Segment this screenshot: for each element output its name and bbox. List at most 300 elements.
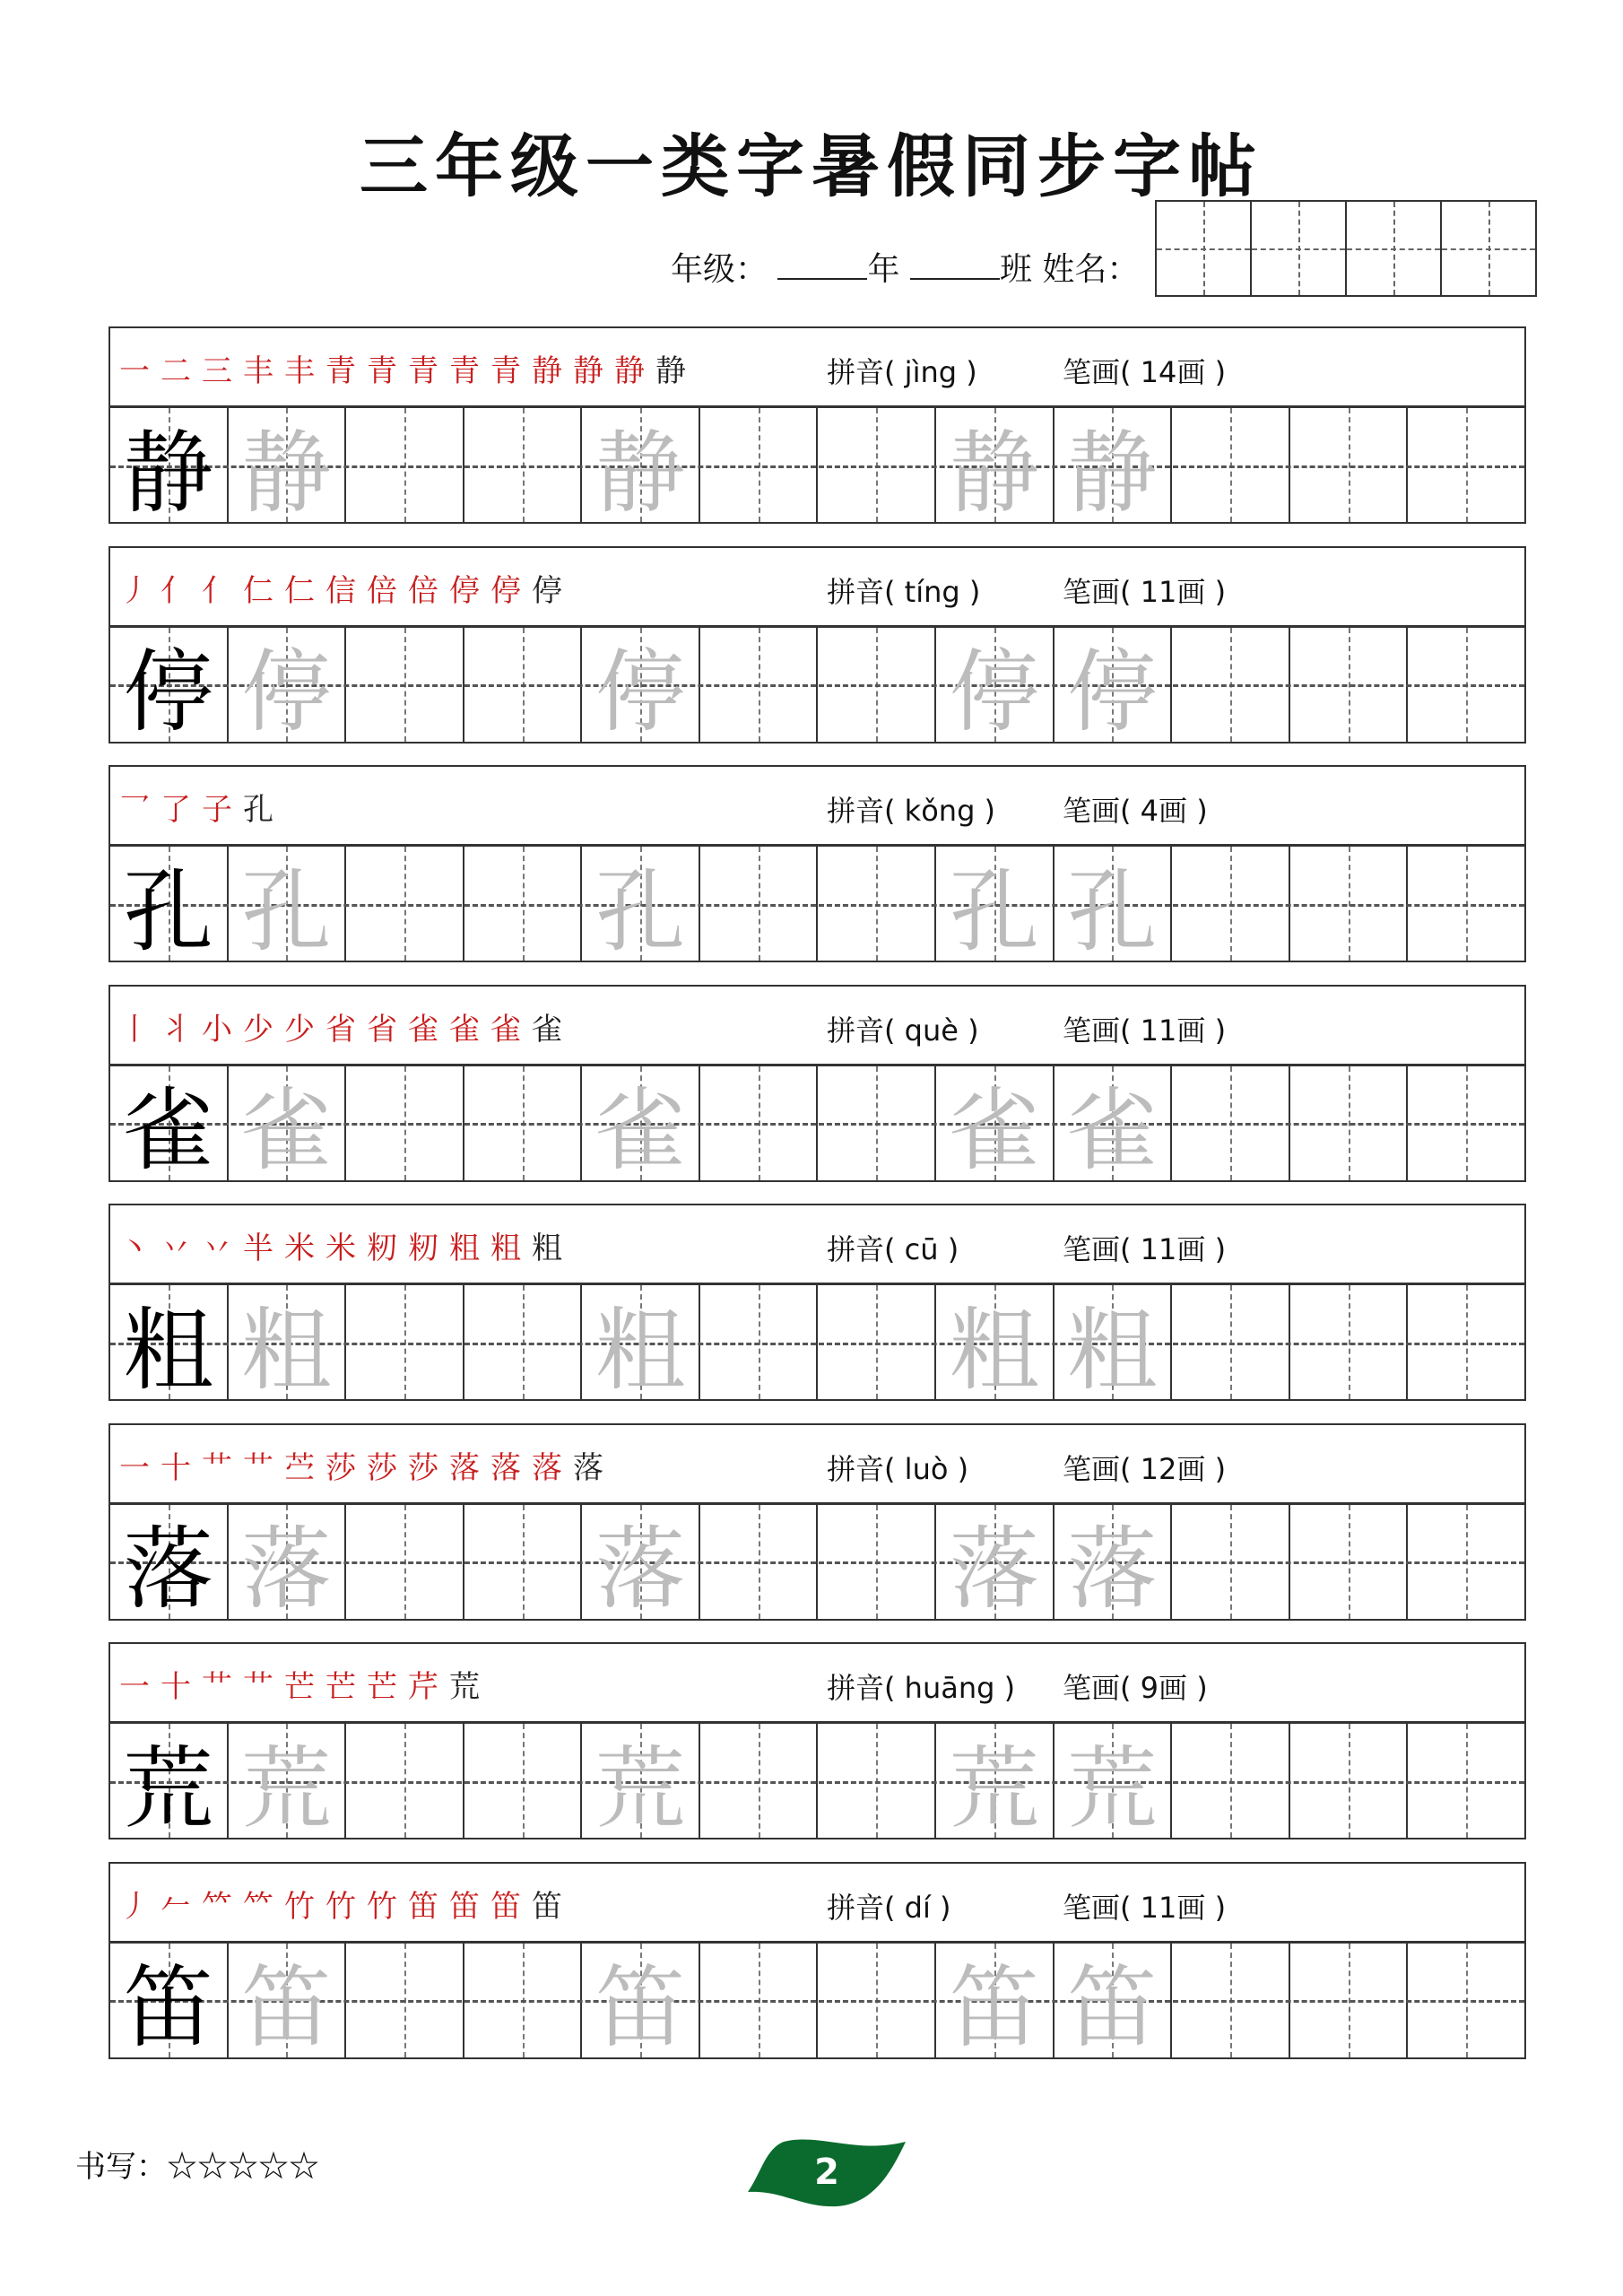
stroke-count-label: 笔画 [1063,1451,1121,1486]
pinyin: 拼音( jìng ) [827,355,977,389]
model-cell [110,1066,229,1183]
trace-cell[interactable] [1055,1505,1173,1622]
stroke-step: 半 [243,1231,273,1266]
practice-cell[interactable] [346,1724,464,1838]
trace-character: 雀 [1067,1078,1158,1183]
stroke-step: 小 [202,1011,232,1048]
trace-character: 荒 [595,1735,686,1841]
practice-grid [110,1944,1524,2060]
practice-cell[interactable] [1408,847,1524,961]
stroke-step: 荒 [449,1669,480,1705]
practice-cell[interactable] [1408,628,1524,742]
block-header [110,1864,1524,1944]
page-title: 三年级一类字暑假同步字帖 [360,126,1263,206]
stroke-step: 芒 [284,1669,315,1705]
stroke-step: 一 [119,1449,150,1486]
pinyin-value: jìng [904,355,958,389]
trace-character: 静 [1067,420,1158,526]
name-box[interactable] [1347,202,1442,295]
character-block [108,1862,1526,2059]
trace-character: 荒 [1067,1735,1158,1841]
stroke-step: 静 [614,353,645,389]
trace-cell[interactable] [582,408,700,526]
stroke-step: 艹 [243,1449,273,1486]
stroke-order [119,785,273,829]
stroke-count-value: 11画 [1140,1013,1206,1048]
pinyin-value: tíng [904,574,960,609]
stroke-step: 仁 [243,572,273,609]
practice-cell[interactable] [700,847,819,961]
block-header [110,328,1524,408]
character-block [108,985,1526,1182]
trace-cell[interactable] [582,847,700,964]
block-header [110,987,1524,1066]
practice-grid [110,408,1524,526]
trace-cell[interactable] [229,628,347,742]
practice-cell[interactable] [464,1285,583,1399]
grade-label: 年级： [671,251,768,288]
stroke-step: 孔 [243,792,273,828]
trace-character: 笛 [1067,1955,1158,2060]
stroke-step: 丷 [161,1231,191,1266]
practice-cell[interactable] [346,847,464,961]
stroke-order [119,1223,562,1267]
stroke-step: 竹 [284,1888,315,1925]
stroke-step: 莎 [367,1449,397,1486]
practice-cell[interactable] [346,1066,464,1180]
trace-cell[interactable] [1055,1285,1173,1403]
pinyin: 拼音( tíng ) [827,574,981,609]
stroke-order [119,1004,562,1048]
pinyin: 拼音( huāng ) [827,1671,1016,1705]
stroke-step: 丰 [243,353,273,389]
practice-cell[interactable] [346,408,464,522]
model-cell [110,1505,229,1622]
writing-rating [75,2142,319,2186]
stroke-step: 停 [532,572,562,609]
trace-cell[interactable] [1055,1724,1173,1841]
trace-character: 静 [241,420,332,526]
name-boxes [1155,200,1537,297]
stroke-step: 雀 [532,1011,562,1048]
stroke-step: 竹 [325,1888,356,1925]
trace-cell[interactable] [582,1944,700,2060]
stroke-step: 少 [243,1011,273,1048]
practice-cell[interactable] [818,1505,936,1619]
trace-cell[interactable] [582,1285,700,1403]
stroke-count: 笔画( 11画 ) [1063,1013,1227,1048]
stroke-step: 丿 [119,1888,150,1925]
stroke-count-label: 笔画 [1063,574,1121,609]
trace-cell[interactable] [936,1285,1055,1403]
practice-grid [110,847,1524,964]
stroke-step: 莎 [408,1449,438,1486]
model-cell [110,1944,229,2060]
stroke-step: 丷 [202,1231,232,1266]
practice-cell[interactable] [464,847,583,961]
practice-cell[interactable] [1408,1066,1524,1180]
practice-cell[interactable] [1172,628,1290,742]
practice-cell[interactable] [1172,1505,1290,1619]
pinyin: 拼音( kǒng ) [827,794,996,828]
practice-cell[interactable] [700,1944,819,2057]
stroke-step: 𥫗 [202,1888,232,1925]
trace-cell[interactable] [936,1066,1055,1183]
practice-cell[interactable] [1172,1285,1290,1399]
trace-cell[interactable] [582,1724,700,1841]
practice-cell[interactable] [1172,847,1290,961]
trace-character: 落 [949,1517,1039,1622]
class-blank[interactable] [910,251,1000,280]
practice-cell[interactable] [1172,1944,1290,2057]
pinyin-value: luò [904,1451,949,1486]
class-suffix: 班 [999,251,1032,288]
pinyin-label: 拼音 [827,355,885,389]
trace-character: 孔 [595,858,686,964]
student-info-line [671,244,1139,290]
practice-cell[interactable] [818,1944,936,2057]
practice-cell[interactable] [700,1285,819,1399]
trace-character: 粗 [949,1297,1039,1403]
practice-cell[interactable] [1172,1066,1290,1180]
trace-cell[interactable] [229,1944,347,2060]
pinyin: 拼音( què ) [827,1013,979,1048]
trace-cell[interactable] [229,847,347,964]
pinyin-label: 拼音 [827,1451,885,1486]
stroke-step: 十 [161,1669,191,1705]
practice-cell[interactable] [346,1944,464,2057]
stroke-step: 青 [449,353,480,389]
stroke-step: 落 [490,1449,521,1486]
pinyin-value: huāng [904,1671,995,1705]
stroke-step: 乛 [119,792,150,828]
pinyin: 拼音( dí ) [827,1890,951,1925]
stroke-count-value: 12画 [1140,1451,1206,1486]
practice-cell[interactable] [1290,1285,1409,1399]
trace-cell[interactable] [936,847,1055,964]
practice-cell[interactable] [1290,1505,1409,1619]
stroke-step: 芹 [408,1669,438,1705]
stroke-step: 青 [325,353,356,389]
trace-cell[interactable] [936,1505,1055,1622]
stroke-count-value: 11画 [1140,1232,1206,1266]
stroke-step: 静 [532,353,562,389]
trace-cell[interactable] [582,1505,700,1622]
practice-cell[interactable] [346,1285,464,1399]
practice-grid [110,1285,1524,1403]
stroke-step: 笛 [490,1888,521,1925]
stroke-step: 省 [367,1011,397,1048]
trace-cell[interactable] [1055,1944,1173,2060]
stroke-step: 艹 [243,1669,273,1705]
name-box[interactable] [1442,202,1535,295]
stroke-order [119,346,686,390]
stroke-order [119,1882,562,1926]
stroke-step: 籾 [367,1231,397,1266]
stroke-step: 丶 [119,1231,150,1266]
block-header [110,767,1524,847]
practice-cell[interactable] [1290,628,1409,742]
stroke-order [119,1443,603,1487]
stroke-step: 亻 [202,572,232,609]
character-block [108,1204,1526,1401]
practice-cell[interactable] [346,628,464,742]
practice-grid [110,1724,1524,1841]
model-cell [110,408,229,526]
trace-character: 停 [595,639,686,744]
stroke-count: 笔画( 11画 ) [1063,1890,1227,1925]
trace-cell[interactable] [1055,408,1173,526]
stroke-count-label: 笔画 [1063,1232,1121,1266]
practice-cell[interactable] [700,408,819,522]
practice-cell[interactable] [700,1066,819,1180]
trace-character: 荒 [949,1735,1039,1841]
practice-cell[interactable] [700,1724,819,1838]
rating-stars[interactable]: ☆☆☆☆☆ [167,2149,319,2185]
practice-cell[interactable] [818,628,936,742]
stroke-step: 了 [161,792,191,828]
practice-cell[interactable] [464,1724,583,1838]
model-character: 笛 [123,1955,213,2060]
stroke-step: 落 [573,1449,603,1486]
stroke-count: 笔画( 4画 ) [1063,794,1208,828]
stroke-count: 笔画( 11画 ) [1063,1232,1227,1266]
stroke-count: 笔画( 11画 ) [1063,574,1227,609]
practice-cell[interactable] [1290,1944,1409,2057]
stroke-step: 停 [449,572,480,609]
practice-cell[interactable] [464,1944,583,2057]
stroke-step: 芒 [325,1669,356,1705]
stroke-count: 笔画( 9画 ) [1063,1671,1208,1705]
pinyin: 拼音( cū ) [827,1232,959,1266]
page-number: 2 [814,2152,839,2193]
stroke-step: 莎 [325,1449,356,1486]
block-header [110,1644,1524,1724]
trace-character: 雀 [241,1078,332,1183]
trace-character: 雀 [949,1078,1039,1183]
stroke-order [119,566,562,610]
trace-cell[interactable] [1055,1066,1173,1183]
trace-character: 笛 [595,1955,686,2060]
trace-cell[interactable] [1055,628,1173,742]
practice-cell[interactable] [700,628,819,742]
stroke-count-value: 9画 [1140,1671,1188,1705]
practice-cell[interactable] [818,1724,936,1838]
practice-cell[interactable] [1408,408,1524,522]
stroke-step: 子 [202,792,232,828]
stroke-count-label: 笔画 [1063,794,1121,828]
pinyin-label: 拼音 [827,1232,885,1266]
practice-cell[interactable] [464,1066,583,1180]
character-block [108,1642,1526,1839]
stroke-step: 艹 [202,1669,232,1705]
stroke-step: 苎 [284,1449,315,1486]
year-blank[interactable] [777,251,867,280]
stroke-count-label: 笔画 [1063,1890,1121,1925]
practice-cell[interactable] [464,628,583,742]
year-suffix: 年 [867,251,900,288]
practice-cell[interactable] [1290,1066,1409,1180]
trace-character: 静 [949,420,1039,526]
trace-character: 落 [241,1517,332,1622]
stroke-step: 倍 [408,572,438,609]
stroke-step: 一 [119,353,150,389]
stroke-step: 雀 [449,1011,480,1048]
model-cell [110,628,229,742]
trace-character: 孔 [241,858,332,964]
stroke-step: 青 [490,353,521,389]
page-number-badge [748,2136,906,2208]
practice-cell[interactable] [818,847,936,961]
practice-cell[interactable] [464,1505,583,1619]
trace-cell[interactable] [229,1724,347,1841]
pinyin-value: dí [904,1890,931,1925]
stroke-step: 亻 [161,572,191,609]
name-box[interactable] [1157,202,1252,295]
stroke-count: 笔画( 14画 ) [1063,355,1227,389]
stroke-step: 丨 [119,1011,150,1048]
practice-cell[interactable] [818,1285,936,1399]
trace-character: 停 [241,639,332,744]
stroke-step: 省 [325,1011,356,1048]
trace-cell[interactable] [229,1066,347,1183]
practice-cell[interactable] [1290,408,1409,522]
stroke-step: 三 [202,353,232,389]
stroke-step: 倍 [367,572,397,609]
stroke-order [119,1662,480,1706]
stroke-step: 落 [449,1449,480,1486]
model-character: 荒 [123,1735,213,1841]
stroke-step: 𥫗 [243,1888,273,1925]
pinyin-value: cū [904,1232,939,1266]
pinyin-label: 拼音 [827,574,885,609]
practice-cell[interactable] [1408,1285,1524,1399]
trace-character: 笛 [949,1955,1039,2060]
practice-cell[interactable] [1172,1724,1290,1838]
stroke-step: 粗 [532,1231,562,1266]
model-cell [110,1724,229,1841]
model-character: 停 [123,639,213,744]
trace-cell[interactable] [1055,847,1173,964]
trace-cell[interactable] [582,1066,700,1183]
practice-cell[interactable] [818,408,936,522]
pinyin-label: 拼音 [827,794,885,828]
practice-grid [110,1505,1524,1622]
practice-grid [110,628,1524,742]
trace-cell[interactable] [582,628,700,742]
trace-cell[interactable] [229,408,347,526]
stroke-step: 𠂉 [161,1888,191,1925]
character-block [108,765,1526,962]
stroke-count-label: 笔画 [1063,1671,1121,1705]
practice-cell[interactable] [1408,1724,1524,1838]
stroke-step: 青 [367,353,397,389]
trace-character: 停 [1067,639,1158,744]
stroke-count: 笔画( 12画 ) [1063,1451,1227,1486]
pinyin-label: 拼音 [827,1671,885,1705]
practice-cell[interactable] [346,1505,464,1619]
stroke-step: 粗 [490,1231,521,1266]
stroke-step: 静 [573,353,603,389]
stroke-count-value: 11画 [1140,574,1206,609]
practice-cell[interactable] [1290,1724,1409,1838]
stroke-step: 停 [490,572,521,609]
model-character: 落 [123,1517,213,1622]
pinyin-label: 拼音 [827,1013,885,1048]
stroke-step: 雀 [490,1011,521,1048]
stroke-step: 十 [161,1449,191,1486]
model-character: 雀 [123,1078,213,1183]
stroke-step: 笛 [449,1888,480,1925]
practice-cell[interactable] [818,1066,936,1180]
stroke-step: 一 [119,1669,150,1705]
stroke-step: 丿 [119,572,150,609]
stroke-step: 丬 [161,1011,191,1048]
stroke-count-value: 11画 [1140,1890,1206,1925]
stroke-count-value: 4画 [1140,794,1188,828]
practice-cell[interactable] [700,1505,819,1619]
trace-character: 静 [595,420,686,526]
stroke-step: 信 [325,572,356,609]
practice-cell[interactable] [464,408,583,522]
block-header [110,548,1524,628]
trace-character: 粗 [595,1297,686,1403]
trace-character: 落 [1067,1517,1158,1622]
model-character: 粗 [123,1297,213,1403]
trace-character: 笛 [241,1955,332,2060]
stroke-step: 粗 [449,1231,480,1266]
model-character: 静 [123,420,213,526]
stroke-count-label: 笔画 [1063,1013,1121,1048]
trace-character: 雀 [595,1078,686,1183]
stroke-step: 落 [532,1449,562,1486]
trace-cell[interactable] [936,1724,1055,1841]
practice-cell[interactable] [1408,1944,1524,2057]
practice-cell[interactable] [1408,1505,1524,1619]
pinyin-value: kǒng [904,794,976,828]
stroke-count-label: 笔画 [1063,355,1121,389]
pinyin-value: què [904,1013,959,1048]
trace-character: 荒 [241,1735,332,1841]
trace-cell[interactable] [229,1285,347,1403]
name-box[interactable] [1252,202,1347,295]
stroke-step: 米 [284,1231,315,1266]
trace-character: 落 [595,1517,686,1622]
trace-cell[interactable] [936,408,1055,526]
stroke-step: 丰 [284,353,315,389]
practice-cell[interactable] [1290,847,1409,961]
trace-cell[interactable] [936,1944,1055,2060]
stroke-step: 仁 [284,572,315,609]
stroke-step: 籾 [408,1231,438,1266]
trace-cell[interactable] [229,1505,347,1622]
model-character: 孔 [123,858,213,964]
name-label: 姓名： [1042,251,1140,288]
model-cell [110,1285,229,1403]
stroke-step: 青 [408,353,438,389]
trace-cell[interactable] [936,628,1055,742]
practice-grid [110,1066,1524,1183]
practice-cell[interactable] [1172,408,1290,522]
stroke-step: 笛 [408,1888,438,1925]
model-cell [110,847,229,964]
stroke-step: 静 [655,353,686,389]
rating-label: 书写： [75,2149,167,2185]
pinyin-label: 拼音 [827,1890,885,1925]
pinyin: 拼音( luò ) [827,1451,969,1486]
character-block [108,546,1526,744]
trace-character: 粗 [241,1297,332,1403]
